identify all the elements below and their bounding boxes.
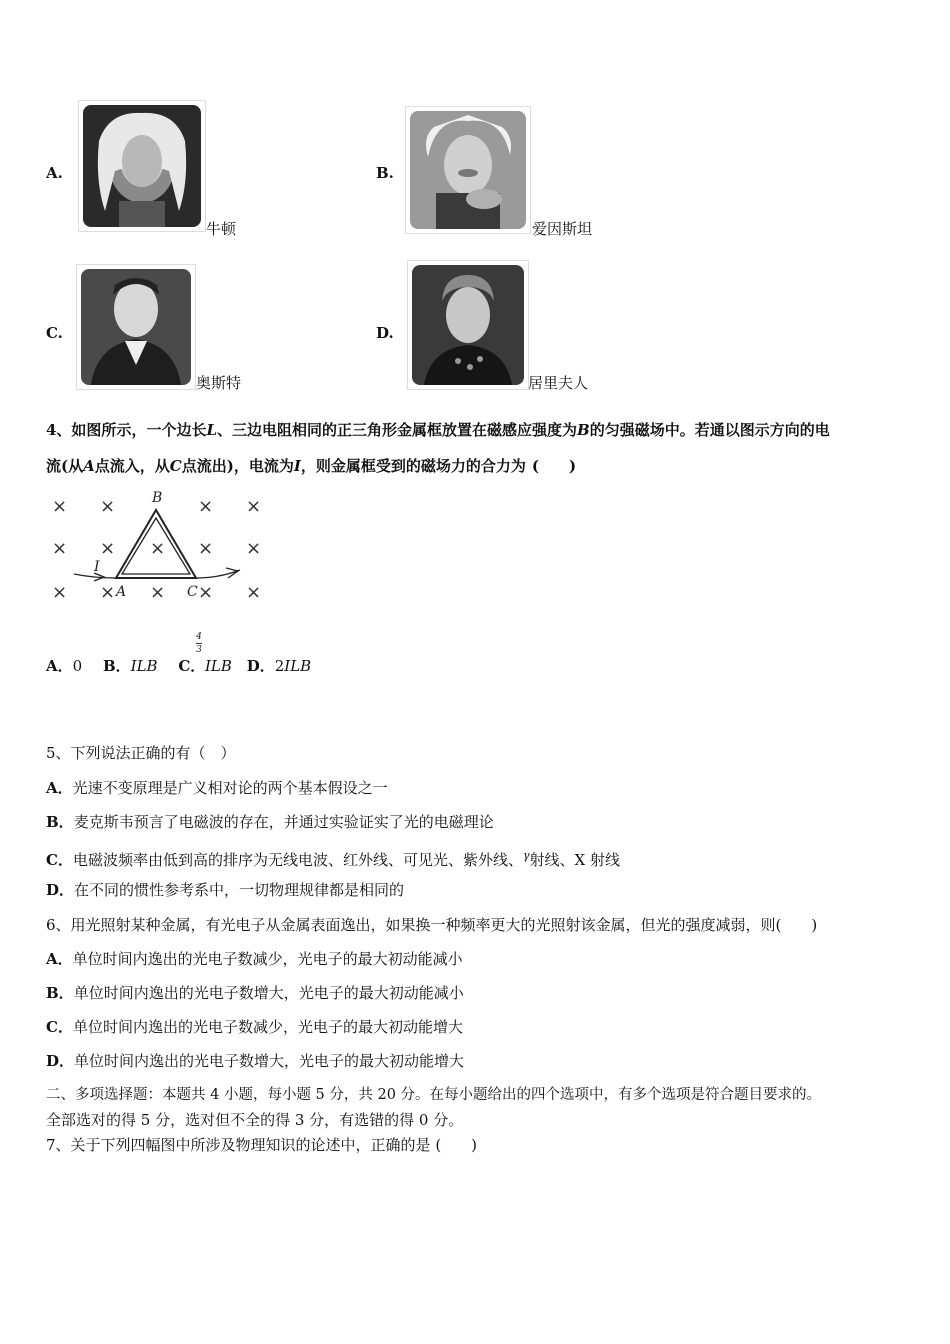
oersted-portrait-icon	[76, 264, 196, 390]
q4-d-letter: D．	[246, 657, 275, 675]
magnetic-field-figure	[44, 488, 274, 608]
q5-stem: 5、下列说法正确的有（ ）	[46, 744, 236, 762]
einstein-portrait-icon	[405, 106, 531, 234]
q6-option-a: A．单位时间内逸出的光电子数减少，光电子的最大初动能减小	[46, 950, 463, 968]
q6-stem: 6、用光照射某种金属，有光电子从金属表面逸出，如果换一种频率更大的光照射该金属，但光的强度减弱，则( )	[46, 916, 818, 934]
label-vertex-a: A	[116, 584, 127, 600]
field-cross: ×	[100, 496, 116, 517]
field-cross: ×	[246, 538, 262, 559]
fraction-bar	[196, 643, 202, 644]
section2-line1: 二、多项选择题：本题共 4 小题，每小题 5 分，共 20 分。在每小题给出的四个选项中，有多个选项是符合题目要求的。	[46, 1087, 822, 1103]
label-vertex-c: C	[187, 584, 198, 600]
field-cross: ×	[198, 582, 214, 603]
field-cross: ×	[198, 538, 214, 559]
q4-c-letter: C．	[178, 657, 206, 675]
field-cross: ×	[52, 538, 68, 559]
option-a-letter: A.	[46, 164, 63, 182]
field-cross: ×	[198, 496, 214, 517]
field-cross: ×	[246, 582, 262, 603]
field-cross: ×	[52, 582, 68, 603]
gamma-symbol: γ	[522, 849, 530, 862]
section2-line2: 全部选对的得 5 分，选对但不全的得 3 分，有选错的得 0 分。	[46, 1111, 464, 1129]
q4-a-letter: A．	[46, 657, 73, 675]
q4-b-value: ILB	[130, 657, 158, 675]
q4-d-value: ILB	[284, 657, 312, 675]
q4-answers-cont	[205, 656, 311, 676]
q5-option-a: A．光速不变原理是广义相对论的两个基本假设之一	[46, 779, 388, 797]
q4-d-coef: 2	[274, 657, 285, 675]
q4-stem-line2: 流(从A点流入，从C点流出)，电流为I，则金属框受到的磁场力的合力为 ( )	[46, 457, 577, 475]
field-cross: ×	[150, 538, 166, 559]
option-d-letter: D.	[376, 324, 394, 342]
q4-a-value: 0	[72, 657, 83, 675]
field-cross: ×	[100, 582, 116, 603]
symbol-A: A	[83, 457, 95, 475]
curie-portrait-icon	[407, 260, 529, 390]
symbol-B: B	[577, 421, 590, 439]
q5-option-b: B．麦克斯韦预言了电磁波的存在，并通过实验证实了光的电磁理论	[46, 813, 494, 831]
field-cross: ×	[246, 496, 262, 517]
q7-stem: 7、关于下列四幅图中所涉及物理知识的论述中，正确的是 ( )	[46, 1136, 478, 1154]
field-cross: ×	[100, 538, 116, 559]
option-b-caption: 爱因斯坦	[532, 220, 593, 238]
symbol-L: L	[206, 421, 217, 439]
option-d-caption: 居里夫人	[528, 374, 589, 392]
option-c-caption: 奥斯特	[196, 374, 242, 392]
q6-option-c: C．单位时间内逸出的光电子数减少，光电子的最大初动能增大	[46, 1018, 463, 1036]
field-cross: ×	[52, 496, 68, 517]
label-vertex-b: B	[152, 490, 163, 506]
option-a-caption: 牛顿	[206, 220, 237, 238]
symbol-I: I	[293, 457, 301, 475]
q5-option-c: C．电磁波频率由低到高的排序为无线电波、红外线、可见光、紫外线、$^\gamma$射线、X 射线	[46, 849, 620, 869]
option-b-letter: B.	[376, 164, 394, 182]
q4-c-fraction	[196, 632, 202, 655]
symbol-C: C	[169, 457, 182, 475]
label-current-i: I	[94, 559, 100, 575]
q4-c-value: ILB	[205, 657, 232, 675]
q4-stem-line1: 4、如图所示，一个边长L、三边电阻相同的正三角形金属框放置在磁感应强度为B的匀强磁场中。若通以图示方向的电	[46, 421, 830, 439]
q6-option-b: B．单位时间内逸出的光电子数增大，光电子的最大初动能减小	[46, 984, 464, 1002]
fraction-denominator: 3	[196, 645, 202, 655]
option-c-letter: C.	[46, 324, 63, 342]
q6-option-d: D．单位时间内逸出的光电子数增大，光电子的最大初动能增大	[46, 1052, 465, 1070]
q4-answers	[46, 656, 205, 676]
q5-option-d: D．在不同的惯性参考系中，一切物理规律都是相同的	[46, 881, 405, 899]
fraction-numerator: 4	[196, 632, 202, 642]
q4-b-letter: B．	[102, 657, 131, 675]
newton-portrait-icon	[78, 100, 206, 232]
field-cross: ×	[150, 582, 166, 603]
